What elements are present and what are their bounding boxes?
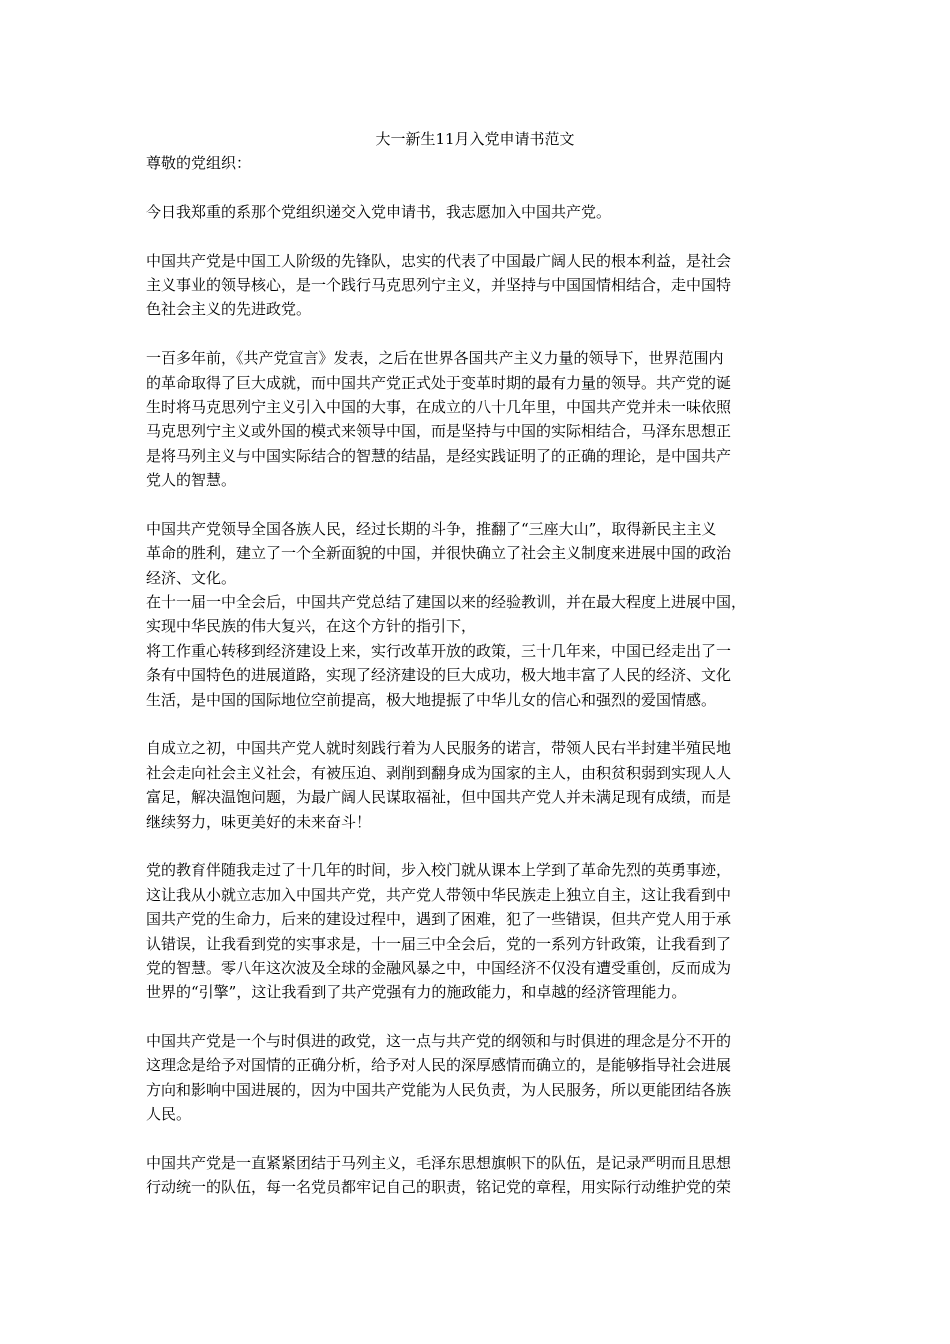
text-line: 中国共产党是一个与时俱进的政党，这一点与共产党的纲领和与时俱进的理念是分不开的	[146, 1032, 732, 1051]
text-line: 实现中华民族的伟大复兴，在这个方针的指引下，	[146, 617, 477, 636]
text-line: 在十一届一中全会后，中国共产党总结了建国以来的经验教训，并在最大程度上进展中国，	[146, 593, 747, 612]
text-line: 认错误，让我看到党的实事求是，十一届三中全会后，党的一系列方针政策，让我看到了	[146, 934, 732, 953]
paragraph-gap	[146, 322, 826, 346]
document-body	[146, 151, 826, 1200]
text-line: 国共产党的生命力，后来的建设过程中，遇到了困难，犯了一些错误，但共产党人用于承	[146, 910, 732, 929]
paragraph-8	[146, 1151, 826, 1200]
text-line: 世界的“引擎”，这让我看到了共产党强有力的施政能力，和卓越的经济管理能力。	[146, 983, 687, 1002]
text-line: 党的智慧。零八年这次波及全球的金融风暴之中，中国经济不仅没有遭受重创，反而成为	[146, 958, 732, 977]
text-line: 将工作重心转移到经济建设上来，实行改革开放的政策，三十几年来，中国已经走出了一	[146, 641, 732, 660]
text-line: 经济、文化。	[146, 568, 237, 587]
paragraph-7	[146, 1029, 826, 1127]
paragraph-4	[146, 517, 826, 712]
text-line: 富足，解决温饱问题，为最广阔人民谋取福祉，但中国共产党人并未满足现有成绩，而是	[146, 788, 732, 807]
text-line: 色社会主义的先进政党。	[146, 300, 312, 319]
text-line: 中国共产党领导全国各族人民，经过长期的斗争，推翻了“三座大山”，取得新民主主义	[146, 519, 717, 538]
paragraph-gap	[146, 175, 826, 199]
text-line: 继续努力，味更美好的未来奋斗！	[146, 812, 372, 831]
paragraph-6	[146, 858, 826, 1004]
text-line: 方向和影响中国进展的，因为中国共产党能为人民负责，为人民服务，所以更能团结各族	[146, 1080, 732, 1099]
text-line: 条有中国特色的进展道路，实现了经济建设的巨大成功，极大地丰富了人民的经济、文化	[146, 666, 732, 685]
text-line: 这让我从小就立志加入中国共产党，共产党人带领中华民族走上独立自主，这让我看到中	[146, 885, 732, 904]
paragraph-gap	[146, 1005, 826, 1029]
paragraph-gap	[146, 224, 826, 248]
text-line: 一百多年前，《共产党宣言》发表，之后在世界各国共产主义力量的领导下，世界范围内	[146, 349, 724, 368]
text-line: 今日我郑重的系那个党组织递交入党申请书，我志愿加入中国共产党。	[146, 202, 612, 221]
document-title: 大一新生11月入党申请书范文	[375, 130, 575, 148]
text-line: 生时将马克思列宁主义引入中国的大事，在成立的八十几年里，中国共产党并未一味依照	[146, 397, 732, 416]
text-line: 革命的胜利，建立了一个全新面貌的中国，并很快确立了社会主义制度来进展中国的政治	[146, 544, 732, 563]
paragraph-5	[146, 736, 826, 834]
text-line: 马克思列宁主义或外国的模式来领导中国，而是坚持与中国的实际相结合，马泽东思想正	[146, 422, 732, 441]
text-line: 的革命取得了巨大成就，而中国共产党正式处于变革时期的最有力量的领导。共产党的诞	[146, 373, 732, 392]
text-line: 自成立之初，中国共产党人就时刻践行着为人民服务的诺言，带领人民右半封建半殖民地	[146, 739, 732, 758]
text-line: 行动统一的队伍，每一名党员都牢记自己的职责，铭记党的章程，用实际行动维护党的荣	[146, 1178, 732, 1197]
paragraph-gap	[146, 492, 826, 516]
text-line: 党的教育伴随我走过了十几年的时间，步入校门就从课本上学到了革命先烈的英勇事迹，	[146, 861, 732, 880]
text-line: 中国共产党是一直紧紧团结于马列主义，毛泽东思想旗帜下的队伍，是记录严明而且思想	[146, 1154, 732, 1173]
text-line: 党人的智慧。	[146, 471, 237, 490]
paragraph-gap	[146, 1127, 826, 1151]
text-line: 人民。	[146, 1105, 192, 1124]
text-line: 中国共产党是中国工人阶级的先锋队，忠实的代表了中国最广阔人民的根本利益，是社会	[146, 251, 732, 270]
paragraph-2	[146, 249, 826, 322]
paragraph-gap	[146, 712, 826, 736]
text-line: 这理念是给予对国情的正确分析，给予对人民的深厚感情而确立的，是能够指导社会进展	[146, 1056, 732, 1075]
paragraph-gap	[146, 834, 826, 858]
text-line: 社会走向社会主义社会，有被压迫、剥削到翻身成为国家的主人，由积贫积弱到实现人人	[146, 763, 732, 782]
text-line: 主义事业的领导核心，是一个践行马克思列宁主义，并坚持与中国国情相结合，走中国特	[146, 275, 732, 294]
salutation: 尊敬的党组织：	[146, 154, 252, 172]
text-line: 是将马列主义与中国实际结合的智慧的结晶，是经实践证明了的正确的理论，是中国共产	[146, 446, 732, 465]
paragraph-1	[146, 200, 826, 224]
paragraph-3	[146, 346, 826, 492]
text-line: 生活，是中国的国际地位空前提高，极大地提振了中华儿女的信心和强烈的爱国情感。	[146, 690, 717, 709]
